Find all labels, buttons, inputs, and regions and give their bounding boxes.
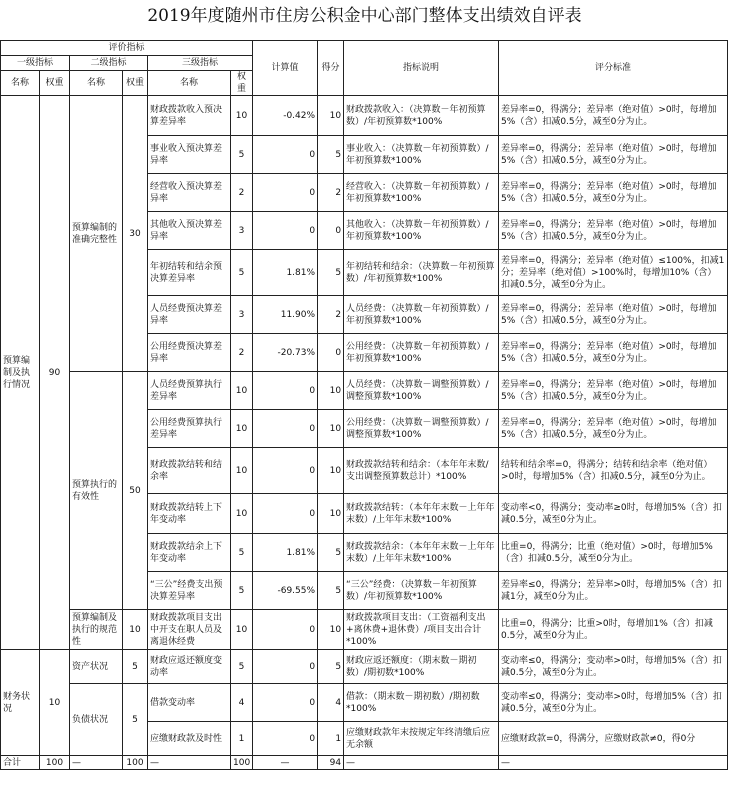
score-value: 5 — [318, 650, 344, 684]
total-l2-name: — — [70, 756, 123, 770]
indicator-desc: 应缴财政款年末按规定年终清缴后应无余额 — [344, 722, 499, 756]
l3-weight: 2 — [231, 334, 253, 372]
score-value: 10 — [318, 448, 344, 494]
header-calc-value: 计算值 — [253, 41, 318, 96]
l3-name: 公用经费预算执行差异率 — [148, 410, 231, 448]
score-value: 2 — [318, 296, 344, 334]
indicator-desc: “三公”经费：（决算数－年初预算数）/年初预算数*100% — [344, 572, 499, 610]
l3-name: 公用经费预决算差异率 — [148, 334, 231, 372]
calc-value: 0 — [253, 684, 318, 722]
l3-name: 借款变动率 — [148, 684, 231, 722]
l1-name: 财务状况 — [1, 650, 40, 756]
l3-weight: 3 — [231, 212, 253, 250]
score-value: 10 — [318, 494, 344, 534]
l3-weight: 5 — [231, 250, 253, 296]
table-row — [1, 372, 728, 410]
l3-name: 人员经费预算执行差异率 — [148, 372, 231, 410]
calc-value: -0.42% — [253, 96, 318, 136]
l2-weight: 10 — [123, 610, 148, 650]
scoring-standard: 差异率=0，得满分；差异率（绝对值）>0时，每增加5%（含）扣减0.5分，减至0分为止。 — [499, 296, 728, 334]
indicator-desc: 其他收入：（决算数－年初预算数）/年初预算数*100% — [344, 212, 499, 250]
header-eval-indicators: 评价指标 — [1, 41, 253, 56]
score-value: 5 — [318, 572, 344, 610]
calc-value: -20.73% — [253, 334, 318, 372]
total-score: 94 — [318, 756, 344, 770]
total-l2-weight: 100 — [123, 756, 148, 770]
score-value: 5 — [318, 534, 344, 572]
scoring-standard: 结转和结余率=0，得满分；结转和结余率（绝对值）>0时，每增加5%（含）扣减0.5分，减至0分为止。 — [499, 448, 728, 494]
l2-name: 资产状况 — [70, 650, 123, 684]
score-value: 10 — [318, 96, 344, 136]
l3-name: 财政拨款结转上下年变动率 — [148, 494, 231, 534]
table-row — [1, 684, 728, 722]
indicator-desc: 经营收入：（决算数－年初预算数）/年初预算数*100% — [344, 174, 499, 212]
scoring-standard: 变动率≤0，得满分；变动率>0时，每增加5%（含）扣减0.5分，减至0分为止。 — [499, 650, 728, 684]
l3-name: “三公”经费支出预决算差异率 — [148, 572, 231, 610]
l3-name: 应缴财政款及时性 — [148, 722, 231, 756]
scoring-standard: 变动率≤0，得满分；变动率>0时，每增加5%（含）扣减0.5分，减至0分为止。 — [499, 684, 728, 722]
l2-weight: 50 — [123, 372, 148, 610]
scoring-standard: 差异率=0，得满分；差异率（绝对值）>0时，每增加5%（含）扣减0.5分，减至0分为止。 — [499, 372, 728, 410]
l3-weight: 2 — [231, 174, 253, 212]
indicator-desc: 人员经费：（决算数－调整预算数）/调整预算数*100% — [344, 372, 499, 410]
total-row — [1, 756, 728, 770]
calc-value: 0 — [253, 174, 318, 212]
score-value: 4 — [318, 684, 344, 722]
l3-weight: 3 — [231, 296, 253, 334]
l3-weight: 1 — [231, 722, 253, 756]
score-value: 10 — [318, 410, 344, 448]
l3-name: 年初结转和结余预决算差异率 — [148, 250, 231, 296]
l3-name: 人员经费预决算差异率 — [148, 296, 231, 334]
scoring-standard: 差异率=0，得满分；差异率（绝对值）>0时，每增加5%（含）扣减0.5分，减至0分为止。 — [499, 96, 728, 136]
l2-name: 预算编制的准确完整性 — [70, 96, 123, 372]
l3-weight: 5 — [231, 136, 253, 174]
l3-weight: 10 — [231, 410, 253, 448]
l3-name: 财政应返还额度变动率 — [148, 650, 231, 684]
score-value: 0 — [318, 334, 344, 372]
total-std: — — [499, 756, 728, 770]
calc-value: 0 — [253, 212, 318, 250]
indicator-desc: 财政拨款结余：（本年年末数－上年年末数）/上年年末数*100% — [344, 534, 499, 572]
l3-weight: 5 — [231, 534, 253, 572]
l3-weight: 10 — [231, 96, 253, 136]
calc-value: 0 — [253, 650, 318, 684]
indicator-desc: 年初结转和结余：（决算数－年初预算数）/年初预算数*100% — [344, 250, 499, 296]
total-l1-weight: 100 — [40, 756, 70, 770]
scoring-standard: 差异率≤0，得满分；差异率>0时，每增加5%（含）扣减1分，减至0分为止。 — [499, 572, 728, 610]
calc-value: 11.90% — [253, 296, 318, 334]
l2-weight: 30 — [123, 96, 148, 372]
indicator-desc: 事业收入：（决算数－年初预算数）/年初预算数*100% — [344, 136, 499, 174]
scoring-standard: 差异率=0，得满分；差异率（绝对值）>0时，每增加5%（含）扣减0.5分，减至0分为止。 — [499, 212, 728, 250]
table-row — [1, 650, 728, 684]
header-level3: 三级指标 — [148, 56, 253, 71]
total-label: 合计 — [1, 756, 40, 770]
scoring-standard: 差异率=0，得满分；差异率（绝对值）>0时，每增加5%（含）扣减0.5分，减至0分为止。 — [499, 174, 728, 212]
evaluation-table — [0, 40, 728, 770]
table-row — [1, 610, 728, 650]
indicator-desc: 财政拨款结转：（本年年末数－上年年末数）/上年年末数*100% — [344, 494, 499, 534]
scoring-standard: 应缴财政款=0，得满分，应缴财政款≠0，得0分 — [499, 722, 728, 756]
l3-weight: 10 — [231, 372, 253, 410]
l3-weight: 10 — [231, 494, 253, 534]
score-value: 1 — [318, 722, 344, 756]
indicator-desc: 借款：（期末数－期初数）/期初数*100% — [344, 684, 499, 722]
page-title: 2019年度随州市住房公积金中心部门整体支出绩效自评表 — [147, 6, 582, 26]
total-desc: — — [344, 756, 499, 770]
header-standard: 评分标准 — [499, 41, 728, 96]
l2-name: 预算执行的有效性 — [70, 372, 123, 610]
indicator-desc: 人员经费：（决算数－年初预算数）/年初预算数*100% — [344, 296, 499, 334]
l2-name: 预算编制及执行的规范性 — [70, 610, 123, 650]
header-l1-weight: 权重 — [40, 71, 70, 96]
l3-weight: 5 — [231, 650, 253, 684]
calc-value: 0 — [253, 448, 318, 494]
header-l1-name: 名称 — [1, 71, 40, 96]
calc-value: 0 — [253, 494, 318, 534]
score-value: 10 — [318, 372, 344, 410]
calc-value: 1.81% — [253, 534, 318, 572]
calc-value: 0 — [253, 136, 318, 174]
indicator-desc: 财政拨款收入：（决算数－年初预算数）/年初预算数*100% — [344, 96, 499, 136]
header-level2: 二级指标 — [70, 56, 148, 71]
indicator-desc: 公用经费：（决算数－年初预算数）/年初预算数*100% — [344, 334, 499, 372]
header-level1: 一级指标 — [1, 56, 70, 71]
calc-value: -69.55% — [253, 572, 318, 610]
header-score: 得分 — [318, 41, 344, 96]
l2-weight: 5 — [123, 650, 148, 684]
score-value: 5 — [318, 136, 344, 174]
l3-name: 财政拨款结余上下年变动率 — [148, 534, 231, 572]
l3-weight: 10 — [231, 610, 253, 650]
header-l3-name: 名称 — [148, 71, 231, 96]
indicator-desc: 财政应返还额度：（期末数－期初数）/期初数*100% — [344, 650, 499, 684]
calc-value: 1.81% — [253, 250, 318, 296]
scoring-standard: 变动率<0，得满分；变动率≥0时，每增加5%（含）扣减0.5分，减至0分为止。 — [499, 494, 728, 534]
l2-weight: 5 — [123, 684, 148, 756]
l3-weight: 4 — [231, 684, 253, 722]
header-l2-weight: 权重 — [123, 71, 148, 96]
score-value: 5 — [318, 250, 344, 296]
calc-value: 0 — [253, 410, 318, 448]
scoring-standard: 差异率=0，得满分；差异率（绝对值）>0时，每增加5%（含）扣减0.5分，减至0分为止。 — [499, 136, 728, 174]
scoring-standard: 差异率=0，得满分；差异率（绝对值）>0时，每增加5%（含）扣减0.5分，减至0分为止。 — [499, 410, 728, 448]
header-desc: 指标说明 — [344, 41, 499, 96]
l2-name: 负债状况 — [70, 684, 123, 756]
score-value: 10 — [318, 610, 344, 650]
scoring-standard: 差异率=0，得满分；差异率（绝对值）≤100%，扣减1分；差异率（绝对值）>100%时，每增加10%（含）扣减0.5分，减至0分为止。 — [499, 250, 728, 296]
l3-weight: 10 — [231, 448, 253, 494]
l1-weight: 10 — [40, 650, 70, 756]
l3-weight: 5 — [231, 572, 253, 610]
l3-name: 财政拨款结转和结余率 — [148, 448, 231, 494]
l3-name: 财政拨款收入预决算差异率 — [148, 96, 231, 136]
calc-value: 0 — [253, 610, 318, 650]
l3-name: 财政拨款项目支出中开支在职人员及离退休经费 — [148, 610, 231, 650]
l1-name: 预算编制及执行情况 — [1, 96, 40, 650]
l1-weight: 90 — [40, 96, 70, 650]
indicator-desc: 公用经费：（决算数－调整预算数）/调整预算数*100% — [344, 410, 499, 448]
calc-value: 0 — [253, 372, 318, 410]
total-l3-weight: 100 — [231, 756, 253, 770]
scoring-standard: 差异率=0，得满分；差异率（绝对值）>0时，每增加5%（含）扣减0.5分，减至0分为止。 — [499, 334, 728, 372]
indicator-desc: 财政拨款结转和结余：（本年年末数/支出调整预算数总计）*100% — [344, 448, 499, 494]
indicator-desc: 财政拨款项目支出：（工资福利支出+离休费+退休费）/项目支出合计*100% — [344, 610, 499, 650]
header-l3-weight: 权重 — [231, 71, 253, 96]
calc-value: 0 — [253, 722, 318, 756]
scoring-standard: 比重=0，得满分；比重（绝对值）>0时，每增加5%（含）扣减0.5分，减至0分为止。 — [499, 534, 728, 572]
l3-name: 其他收入预决算差异率 — [148, 212, 231, 250]
table-row — [1, 96, 728, 136]
l3-name: 经营收入预决算差异率 — [148, 174, 231, 212]
total-calc: — — [253, 756, 318, 770]
score-value: 2 — [318, 174, 344, 212]
scoring-standard: 比重=0，得满分；比重>0时，每增加1%（含）扣减0.5分，减至0分为止。 — [499, 610, 728, 650]
total-l3-name: — — [148, 756, 231, 770]
score-value: 0 — [318, 212, 344, 250]
l3-name: 事业收入预决算差异率 — [148, 136, 231, 174]
header-l2-name: 名称 — [70, 71, 123, 96]
